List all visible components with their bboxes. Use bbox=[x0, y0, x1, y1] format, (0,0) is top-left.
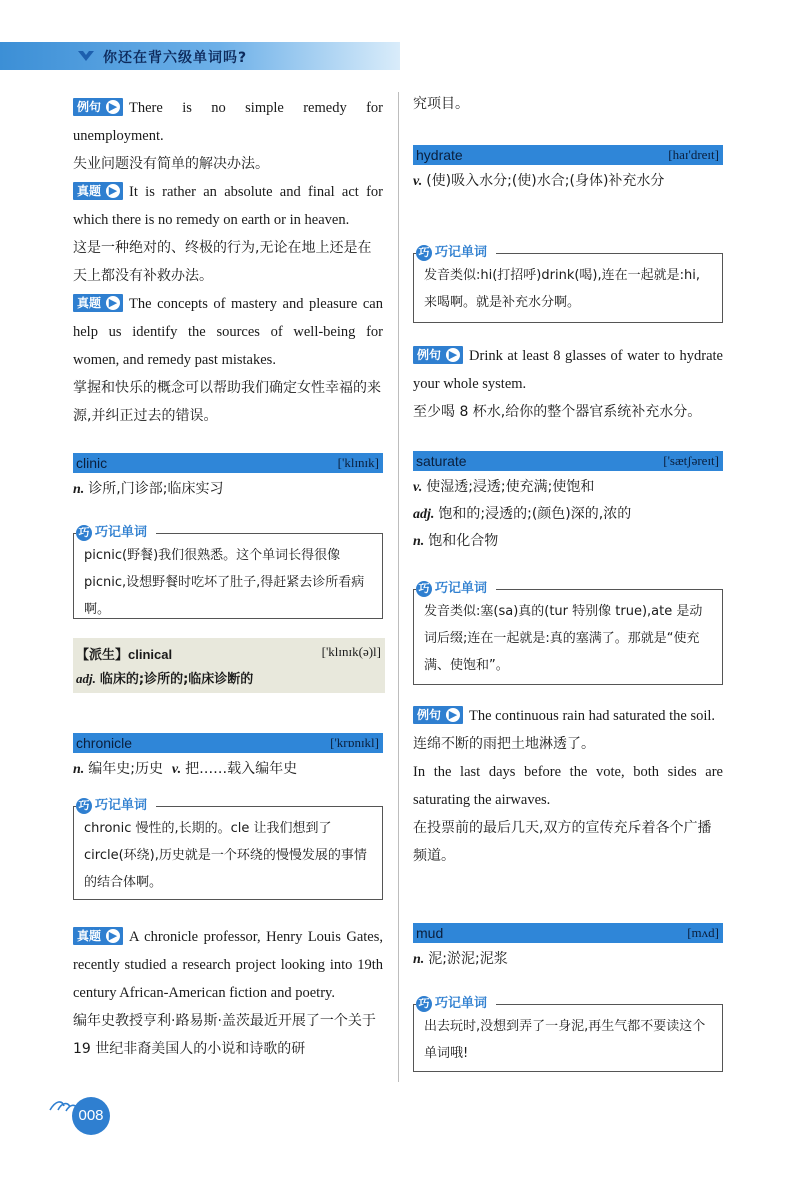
exam-tag bbox=[73, 182, 123, 200]
phonetic: [mʌd] bbox=[687, 925, 719, 940]
entry-header-hydrate bbox=[413, 145, 723, 165]
definition bbox=[73, 756, 383, 783]
memory-tip-box bbox=[413, 996, 723, 1072]
memory-tip-label bbox=[416, 580, 496, 598]
exam-cn: 编年史教授亨利·路易斯·盖茨最近开展了一个关于 19 世纪非裔美国人的小说和诗歌的研 bbox=[73, 1013, 376, 1057]
phonetic: ['sætʃəreɪt] bbox=[663, 453, 719, 468]
exam-tag-label: 真题 bbox=[77, 184, 102, 198]
example-tag bbox=[413, 706, 463, 724]
entry-header-clinic bbox=[73, 453, 383, 473]
exam-en: The concepts of mastery and pleasure can help us identify the sources of well-being for women, and remedy past mistakes. bbox=[73, 296, 383, 368]
memory-tip-box bbox=[73, 525, 383, 619]
remedy-examples bbox=[73, 94, 383, 430]
memory-tip-text: picnic(野餐)我们很熟悉。这个单词长得很像 picnic,设想野餐时吃坏了肚子,得赶紧去诊所看病啊。 bbox=[84, 548, 365, 617]
example-en: There is no simple remedy for unemployment. bbox=[73, 100, 383, 144]
derived-word-box bbox=[73, 638, 385, 693]
part-of-speech: n. bbox=[73, 482, 85, 497]
part-of-speech: adj. bbox=[76, 671, 96, 686]
example-tag bbox=[73, 98, 123, 116]
definition bbox=[73, 476, 383, 503]
entry-header-saturate bbox=[413, 451, 723, 471]
entry-header-mud bbox=[413, 923, 723, 943]
continued-text bbox=[413, 90, 723, 118]
exam-tag-label: 真题 bbox=[77, 296, 102, 310]
exam-sentence bbox=[73, 178, 383, 234]
headword: hydrate bbox=[416, 147, 463, 163]
part-of-speech: n. bbox=[73, 762, 85, 777]
definition-text: 把……载入编年史 bbox=[185, 761, 298, 777]
exam-tag-label: 真题 bbox=[77, 929, 102, 943]
derived-label bbox=[76, 644, 172, 663]
example-tag bbox=[413, 346, 463, 364]
exam-tag bbox=[73, 927, 123, 945]
memory-tip-text: 发音类似:hi(打招呼)drink(喝),连在一起就是:hi,来喝啊。就是补充水分啊。 bbox=[424, 268, 700, 310]
play-icon: ▶ bbox=[106, 184, 120, 198]
definition-text: 饱和的;浸透的;(颜色)深的,浓的 bbox=[438, 506, 632, 522]
chevron-down-icon bbox=[76, 47, 96, 65]
example-block bbox=[413, 342, 723, 426]
exam-en: A chronicle professor, Henry Louis Gates, recently studied a research project looking into 19th century African-American fiction and poetry. bbox=[73, 929, 383, 1001]
example-tag-label: 例句 bbox=[417, 708, 442, 722]
example-en-2: In the last days before the vote, both sides are saturating the airwaves. bbox=[413, 764, 723, 808]
memory-tip-text: 发音类似:塞(sa)真的(tur 特别像 true),ate 是动词后缀;连在一起就是:真的塞满了。那就是“使充满、使饱和”。 bbox=[424, 604, 703, 673]
phonetic: [haɪ'dreɪt] bbox=[668, 147, 719, 162]
definition-text: 饱和化合物 bbox=[428, 533, 499, 549]
example-en: The continuous rain had saturated the soil. bbox=[469, 708, 716, 724]
example-tag-label: 例句 bbox=[77, 100, 102, 114]
tip-label-text: 巧记单词 bbox=[95, 525, 148, 540]
definition-text: 编年史;历史 bbox=[88, 761, 164, 777]
headword: clinic bbox=[76, 455, 108, 471]
example-sentence bbox=[413, 702, 723, 730]
tip-icon: 巧 bbox=[76, 525, 92, 541]
tip-label-text: 巧记单词 bbox=[435, 996, 488, 1011]
header-title: 你还在背六级单词吗? bbox=[103, 50, 248, 66]
example-cn: 失业问题没有简单的解决办法。 bbox=[73, 156, 269, 172]
part-of-speech: v. bbox=[171, 762, 182, 777]
tip-label-text: 巧记单词 bbox=[435, 581, 488, 596]
definition-text: 泥;淤泥;泥浆 bbox=[428, 951, 508, 967]
column-divider bbox=[398, 92, 399, 1082]
memory-tip-box bbox=[73, 798, 383, 900]
example-sentence bbox=[413, 342, 723, 398]
part-of-speech: v. bbox=[413, 480, 423, 495]
derived-phonetic: ['klɪnɪk(ə)l] bbox=[321, 644, 381, 659]
entry-header-chronicle bbox=[73, 733, 383, 753]
tip-icon: 巧 bbox=[416, 581, 432, 597]
memory-tip-label bbox=[416, 244, 496, 262]
memory-tip-label bbox=[76, 797, 156, 815]
memory-tip-label bbox=[76, 524, 156, 542]
memory-tip-box bbox=[413, 581, 723, 685]
headword: saturate bbox=[416, 453, 467, 469]
example-cn: 至少喝 8 杯水,给你的整个器官系统补充水分。 bbox=[413, 404, 702, 420]
derived-word: clinical bbox=[128, 647, 173, 662]
tip-label-text: 巧记单词 bbox=[435, 245, 488, 260]
tip-icon: 巧 bbox=[416, 245, 432, 261]
definition-text: 使湿透;浸透;使充满;使饱和 bbox=[426, 479, 595, 495]
play-icon: ▶ bbox=[106, 929, 120, 943]
example-cn-2: 在投票前的最后几天,双方的宣传充斥着各个广播频道。 bbox=[413, 820, 712, 864]
play-icon: ▶ bbox=[446, 708, 460, 722]
example-en: Drink at least 8 glasses of water to hydrate your whole system. bbox=[413, 348, 723, 392]
tip-icon: 巧 bbox=[416, 996, 432, 1012]
example-cn: 连绵不断的雨把土地淋透了。 bbox=[413, 736, 595, 752]
exam-sentence bbox=[73, 923, 383, 1007]
derived-definition bbox=[76, 668, 253, 687]
example-tag-label: 例句 bbox=[417, 348, 442, 362]
play-icon: ▶ bbox=[446, 348, 460, 362]
definition-text: (使)吸入水分;(使)水合;(身体)补充水分 bbox=[426, 173, 665, 189]
definition bbox=[413, 946, 723, 973]
memory-tip-text: chronic 慢性的,长期的。cle 让我们想到了 circle(环绕),历史就是一个环绕的慢慢发展的事情的结合体啊。 bbox=[84, 821, 367, 890]
part-of-speech: v. bbox=[413, 174, 423, 189]
play-icon: ▶ bbox=[106, 296, 120, 310]
memory-tip-label bbox=[416, 995, 496, 1013]
exam-en: It is rather an absolute and final act for which there is no remedy on earth or in heaven. bbox=[73, 184, 383, 228]
play-icon: ▶ bbox=[106, 100, 120, 114]
example-block bbox=[413, 702, 723, 870]
definition bbox=[413, 474, 723, 555]
part-of-speech: n. bbox=[413, 952, 425, 967]
part-of-speech: adj. bbox=[413, 507, 435, 522]
exam-tag bbox=[73, 294, 123, 312]
headword: mud bbox=[416, 925, 444, 941]
memory-tip-box bbox=[413, 245, 723, 323]
part-of-speech: n. bbox=[413, 534, 425, 549]
example-sentence bbox=[73, 94, 383, 150]
page-number: 008 bbox=[72, 1097, 110, 1135]
exam-sentence bbox=[73, 290, 383, 374]
derived-tag: 【派生】 bbox=[76, 648, 129, 663]
phonetic: ['krɒnɪkl] bbox=[330, 735, 379, 750]
definition-text: 临床的;诊所的;临床诊断的 bbox=[99, 672, 254, 687]
tip-label-text: 巧记单词 bbox=[95, 798, 148, 813]
phonetic: ['klɪnɪk] bbox=[337, 455, 379, 470]
definition-text: 诊所,门诊部;临床实习 bbox=[88, 481, 224, 497]
exam-sentence-block bbox=[73, 923, 383, 1063]
memory-tip-text: 出去玩时,没想到弄了一身泥,再生气都不要读这个单词哦! bbox=[424, 1019, 706, 1061]
definition bbox=[413, 168, 723, 195]
exam-cn: 这是一种绝对的、终极的行为,无论在地上还是在天上都没有补救办法。 bbox=[73, 240, 372, 284]
headword: chronicle bbox=[76, 735, 133, 751]
exam-cn: 掌握和快乐的概念可以帮助我们确定女性幸福的来源,并纠正过去的错误。 bbox=[73, 380, 381, 424]
continued-cn: 究项目。 bbox=[413, 96, 469, 112]
tip-icon: 巧 bbox=[76, 798, 92, 814]
